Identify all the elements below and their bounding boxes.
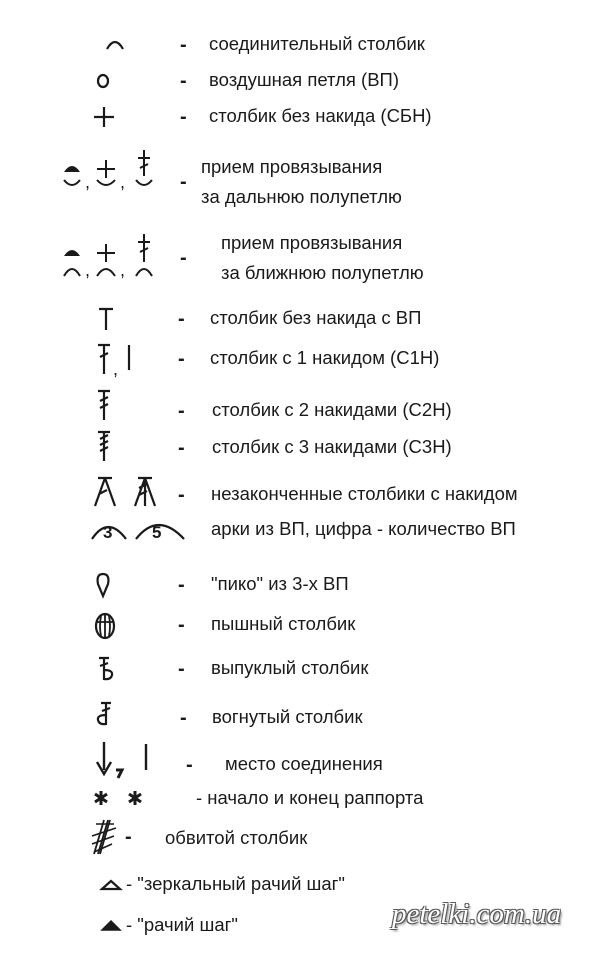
chain-arch-icons <box>90 513 190 545</box>
join-point-icon <box>94 740 158 780</box>
legend-text: пышный столбик <box>211 613 356 634</box>
legend-dash: - <box>180 707 187 729</box>
front-loop-icons <box>60 232 160 278</box>
legend-dash: - <box>186 754 193 776</box>
legend-dash: - <box>180 106 187 128</box>
arch-count-label: 5 <box>152 523 162 542</box>
legend-text: столбик без накида (СБН) <box>209 105 432 126</box>
back-loop-icons <box>60 146 160 192</box>
legend-text-line1: прием провязывания <box>201 156 383 177</box>
back-post-icon <box>93 699 115 727</box>
legend-text: вогнутый столбик <box>212 706 363 727</box>
legend-dash: - <box>180 247 187 269</box>
legend-text: столбик с 3 накидами (С3Н) <box>212 436 452 457</box>
legend-text: выпуклый столбик <box>211 657 369 678</box>
legend-text: арки из ВП, цифра - количество ВП <box>211 518 516 539</box>
repeat-asterisks-icon <box>93 788 149 808</box>
svg-text:,: , <box>120 172 126 192</box>
t-stitch-icon <box>97 307 115 331</box>
wrapped-stitch-icon <box>88 814 124 856</box>
legend-text: столбик с 2 накидами (С2Н) <box>212 399 452 420</box>
legend-text-line2: за ближнюю полупетлю <box>221 262 424 283</box>
legend-text: "пико" из 3-х ВП <box>211 573 349 594</box>
legend-text: - начало и конец раппорта <box>196 787 424 808</box>
svg-text:,: , <box>85 172 91 192</box>
legend-dash: - <box>180 34 187 56</box>
chain-stitch-oval-icon <box>96 73 110 89</box>
legend-text-line1: прием провязывания <box>221 232 403 253</box>
svg-text:,: , <box>120 260 126 280</box>
arch-count-label: 3 <box>103 523 113 542</box>
legend-text: столбик с 1 накидом (С1Н) <box>210 347 440 368</box>
legend-text: столбик без накида с ВП <box>210 307 422 328</box>
legend-text: воздушная петля (ВП) <box>209 69 399 90</box>
legend-dash: - <box>125 826 132 848</box>
mirror-crab-stitch-icon <box>100 878 122 892</box>
picot-icon <box>95 572 111 598</box>
legend-dash: - <box>180 70 187 92</box>
unfinished-stitches-icon <box>90 474 170 510</box>
legend-text: соединительный столбик <box>209 33 425 54</box>
legend-dash: - <box>178 574 185 596</box>
legend-text-line2: за дальнюю полупетлю <box>201 186 402 207</box>
legend-text: незаконченные столбики с накидом <box>211 483 518 504</box>
legend-text: - "рачий шаг" <box>126 914 238 935</box>
legend-dash: - <box>178 308 185 330</box>
legend-text: место соединения <box>225 753 383 774</box>
legend-dash: - <box>178 400 185 422</box>
legend-dash: - <box>178 484 185 506</box>
legend-dash: - <box>178 614 185 636</box>
svg-text:,: , <box>113 359 119 379</box>
puff-stitch-icon <box>94 612 116 640</box>
svg-text:,: , <box>85 260 91 280</box>
legend-dash: - <box>178 658 185 680</box>
double-crochet-icon <box>96 342 146 378</box>
crab-stitch-icon <box>100 919 122 933</box>
legend-text: обвитой столбик <box>165 827 308 848</box>
legend-dash: - <box>178 437 185 459</box>
treble-crochet-icon <box>95 388 113 424</box>
front-post-icon <box>95 654 117 682</box>
legend-dash: - <box>180 171 187 193</box>
single-crochet-plus-icon <box>93 106 115 128</box>
site-watermark: petelki.com.ua <box>392 898 562 930</box>
slip-stitch-arc-icon <box>104 38 126 50</box>
legend-dash: - <box>178 348 185 370</box>
legend-text: - "зеркальный рачий шаг" <box>126 873 345 894</box>
double-treble-icon <box>95 429 113 463</box>
